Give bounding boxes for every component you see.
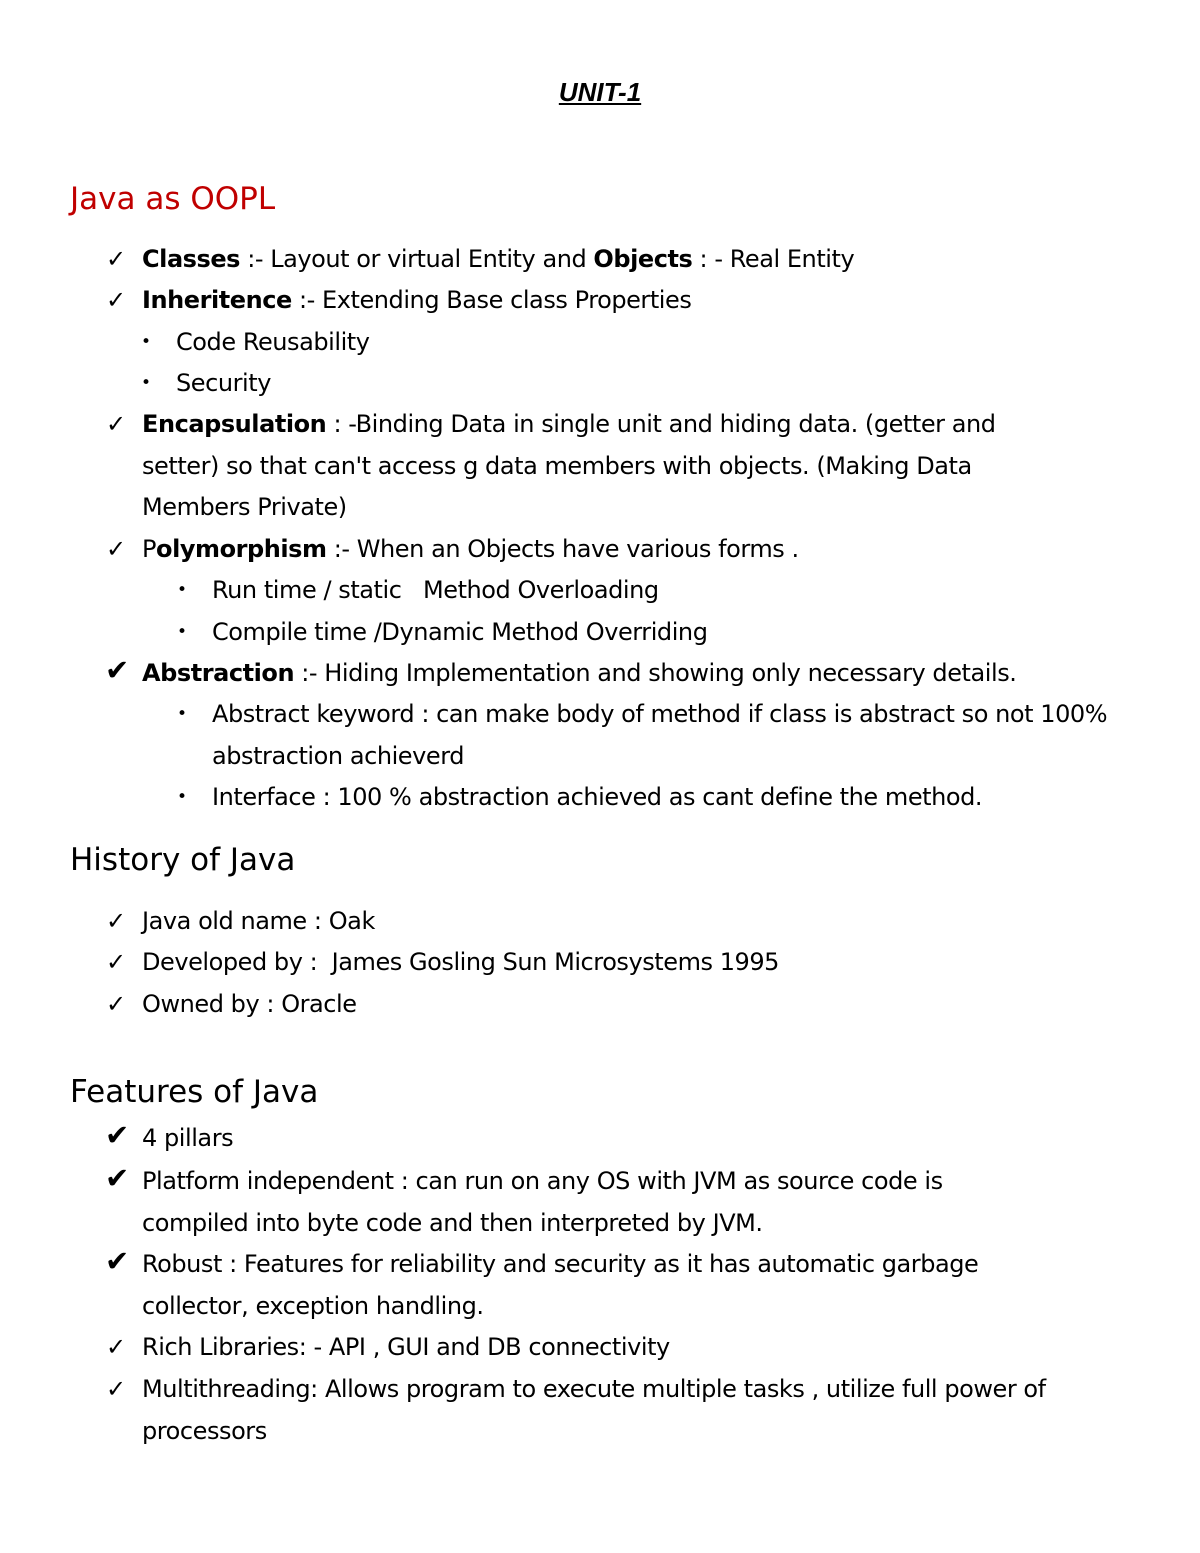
bullet-icon: •	[177, 580, 187, 600]
bullet-icon: •	[177, 787, 187, 807]
history-item-owned-by: ✓ Owned by : Oracle	[142, 984, 1132, 1026]
checkmark-icon: ✓	[106, 535, 126, 563]
checkmark-bold-icon: ✔	[105, 653, 129, 687]
history-item-old-name: ✓ Java old name : Oak	[142, 901, 1132, 943]
history-item-developed-by: ✓ Developed by : James Gosling Sun Microsystems 1995	[142, 942, 1132, 984]
oopl-item-encapsulation: ✓ Encapsulation : -Binding Data in single unit and hiding data. (getter and setter) so that can't access g data members with objects. (Making Data Members Private)	[142, 404, 1062, 529]
features-item-robust: ✔ Robust : Features for reliability and security as it has automatic garbage collector, exception handling.	[142, 1244, 1072, 1327]
oopl-item-abstraction: ✔ Abstraction :- Hiding Implementation and showing only necessary details.	[142, 653, 1132, 695]
document-title: UNIT-1	[558, 77, 642, 107]
oopl-item-classes: ✓ Classes :- Layout or virtual Entity and Objects : - Real Entity	[142, 239, 1132, 281]
oopl-subitem-abstract-keyword: • Abstract keyword : can make body of method if class is abstract so not 100% abstraction achieverd	[212, 694, 1112, 777]
bullet-icon: •	[141, 332, 151, 352]
features-item-pillars: ✔ 4 pillars	[142, 1118, 1132, 1160]
checkmark-icon: ✓	[106, 907, 126, 935]
heading-history-of-java: History of Java	[70, 842, 296, 878]
oopl-subitem-run-time: • Run time / static Method Overloading	[212, 570, 1112, 612]
features-item-rich-libraries: ✓ Rich Libraries: - API , GUI and DB connectivity	[142, 1327, 1132, 1369]
checkmark-icon: ✓	[106, 990, 126, 1018]
oopl-subitem-security: • Security	[176, 363, 1096, 405]
checkmark-icon: ✓	[106, 245, 126, 273]
checkmark-bold-icon: ✔	[105, 1161, 129, 1195]
oopl-subitem-compile-time: • Compile time /Dynamic Method Overriding	[212, 612, 1112, 654]
checkmark-icon: ✓	[106, 286, 126, 314]
oopl-item-inheritence: ✓ Inheritence :- Extending Base class Properties	[142, 280, 1132, 322]
bullet-icon: •	[177, 704, 187, 724]
checkmark-bold-icon: ✔	[105, 1118, 129, 1152]
checkmark-icon: ✓	[106, 1333, 126, 1361]
heading-features-of-java: Features of Java	[70, 1074, 319, 1110]
checkmark-icon: ✓	[106, 948, 126, 976]
checkmark-icon: ✓	[106, 410, 126, 438]
oopl-item-polymorphism: ✓ Polymorphism :- When an Objects have various forms .	[142, 529, 1132, 571]
heading-java-as-oopl: Java as OOPL	[70, 181, 276, 217]
oopl-subitem-interface: • Interface : 100 % abstraction achieved as cant define the method.	[212, 777, 1112, 819]
bullet-icon: •	[141, 373, 151, 393]
features-item-platform-independent: ✔ Platform independent : can run on any OS with JVM as source code is compiled into byte code and then interpreted by JVM.	[142, 1161, 1042, 1244]
oopl-subitem-code-reusability: • Code Reusability	[176, 322, 1096, 364]
checkmark-icon: ✓	[106, 1375, 126, 1403]
bullet-icon: •	[177, 622, 187, 642]
checkmark-bold-icon: ✔	[105, 1244, 129, 1278]
features-item-multithreading: ✓ Multithreading: Allows program to execute multiple tasks , utilize full power of processors	[142, 1369, 1132, 1452]
